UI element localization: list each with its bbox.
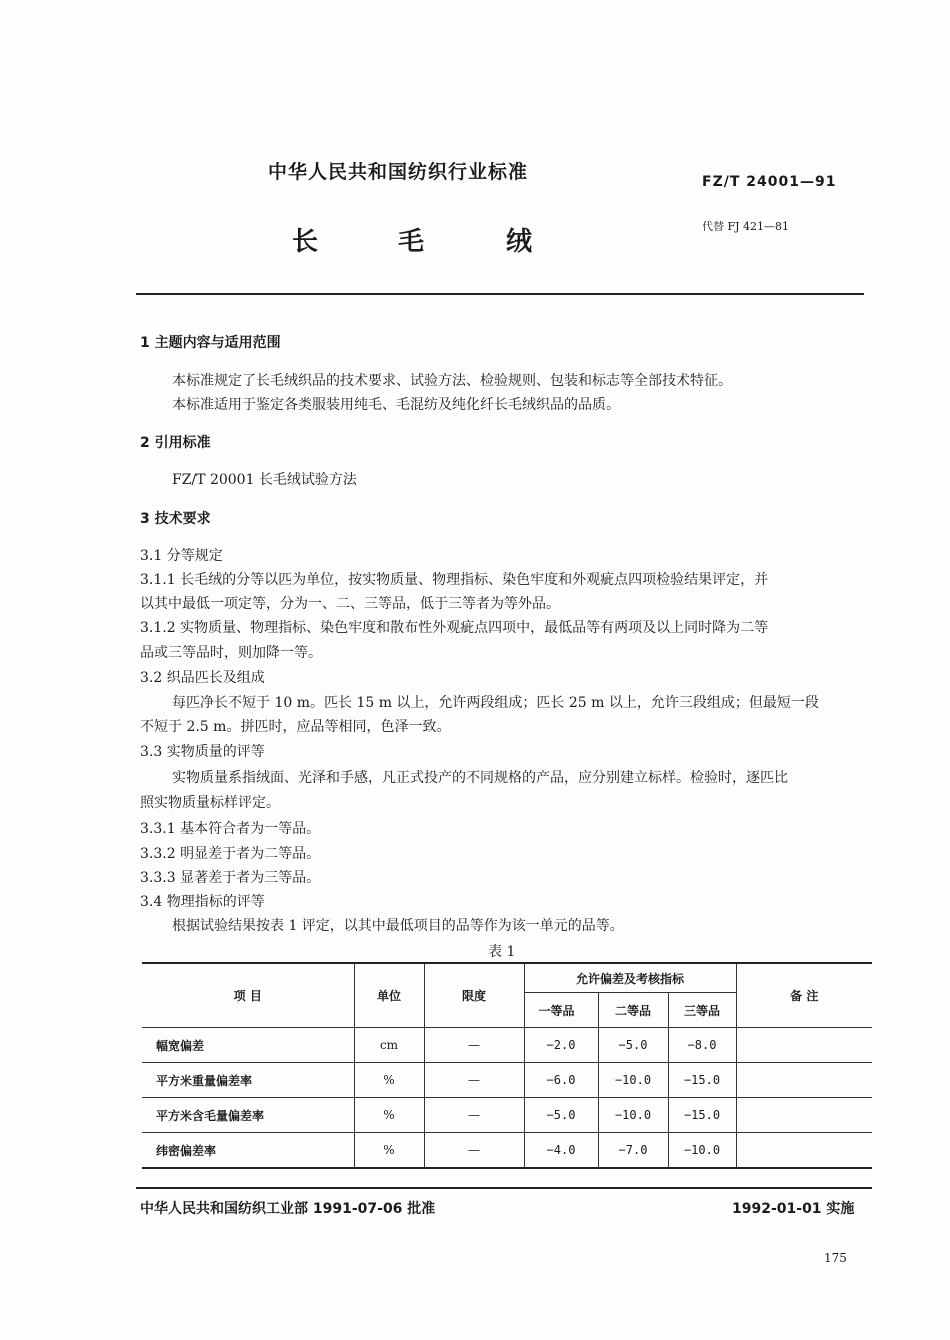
clause-3-3-line-1: 实物质量系指绒面、光泽和手感，凡正式投产的不同规格的产品，应分别建立标样。检验时，逐匹比 xyxy=(172,770,788,786)
row-remark xyxy=(736,1098,872,1133)
clause-3-2-line-2: 不短于 2.5 m。拼匹时，应品等相同，色泽一致。 xyxy=(140,719,451,735)
clause-3-3-3: 3.3.3 显著差于者为三等品。 xyxy=(140,870,321,886)
row-grade-2: −7.0 xyxy=(598,1133,668,1169)
section-2-reference: FZ/T 20001 长毛绒试验方法 xyxy=(172,472,357,488)
row-unit: % xyxy=(354,1098,424,1133)
header-group: 允许偏差及考核指标 xyxy=(524,963,736,993)
clause-3-1-2-line-2: 品或三等品时，则加降一等。 xyxy=(140,645,322,661)
header-grade-2: 二等品 xyxy=(598,993,668,1028)
row-item: 纬密偏差率 xyxy=(142,1133,354,1169)
doc-title-char-2: 毛 xyxy=(398,227,425,257)
clause-3-2-line-1: 每匹净长不短于 10 m。匹长 15 m 以上，允许两段组成；匹长 25 m 以上，允许三段组成；但最短一段 xyxy=(172,695,819,711)
row-grade-1: −6.0 xyxy=(524,1063,598,1098)
header-unit: 单位 xyxy=(354,963,424,1028)
section-1-heading: 1 主题内容与适用范围 xyxy=(140,335,281,351)
effective-date: 1992-01-01 实施 xyxy=(732,1201,855,1217)
physical-index-table xyxy=(142,962,872,1169)
clause-3-1-1-line-2: 以其中最低一项定等，分为一、二、三等品，低于三等者为等外品。 xyxy=(140,596,560,612)
header-limit: 限度 xyxy=(424,963,524,1028)
row-remark xyxy=(736,1063,872,1098)
table-caption: 表 1 xyxy=(488,944,516,960)
row-grade-3: −10.0 xyxy=(668,1133,736,1169)
row-grade-3: −15.0 xyxy=(668,1063,736,1098)
section-1-paragraph-1: 本标准规定了长毛绒织品的技术要求、试验方法、检验规则、包装和标志等全部技术特征。 xyxy=(172,373,732,389)
row-item: 幅宽偏差 xyxy=(142,1028,354,1063)
clause-3-1-1-line-1: 3.1.1 长毛绒的分等以匹为单位，按实物质量、物理指标、染色牢度和外观疵点四项检验结果评定，并 xyxy=(140,572,769,588)
table-header-row xyxy=(142,963,872,993)
row-grade-2: −5.0 xyxy=(598,1028,668,1063)
table-row xyxy=(142,1133,872,1169)
clause-3-3-2: 3.3.2 明显差于者为二等品。 xyxy=(140,846,321,862)
clause-3-4-line-1: 根据试验结果按表 1 评定，以其中最低项目的品等作为该一单元的品等。 xyxy=(172,918,624,934)
row-limit: — xyxy=(424,1133,524,1169)
footer-rule xyxy=(136,1187,872,1189)
header-remark: 备 注 xyxy=(736,963,872,1028)
row-grade-3: −8.0 xyxy=(668,1028,736,1063)
row-remark xyxy=(736,1133,872,1169)
clause-3-3-line-2: 照实物质量标样评定。 xyxy=(140,795,280,811)
section-1-paragraph-2: 本标准适用于鉴定各类服装用纯毛、毛混纺及纯化纤长毛绒织品的品质。 xyxy=(172,397,620,413)
clause-3-1-2-line-1: 3.1.2 实物质量、物理指标、染色牢度和散布性外观疵点四项中，最低品等有两项及以上同时降为二等 xyxy=(140,620,769,636)
doc-title-char-1: 长 xyxy=(292,227,319,257)
standard-code: FZ/T 24001—91 xyxy=(702,174,837,190)
row-item: 平方米含毛量偏差率 xyxy=(142,1098,354,1133)
section-3-heading: 3 技术要求 xyxy=(140,511,211,527)
row-remark xyxy=(736,1028,872,1063)
page-number: 175 xyxy=(824,1251,847,1265)
table-row xyxy=(142,1028,872,1063)
table-row xyxy=(142,1063,872,1098)
header-rule xyxy=(136,293,864,295)
clause-3-1: 3.1 分等规定 xyxy=(140,548,223,564)
section-2-heading: 2 引用标准 xyxy=(140,435,211,451)
row-grade-2: −10.0 xyxy=(598,1063,668,1098)
header-item: 项 目 xyxy=(142,963,354,1028)
header-grade-1: 一等品 xyxy=(524,993,598,1028)
row-grade-1: −4.0 xyxy=(524,1133,598,1169)
row-grade-3: −15.0 xyxy=(668,1098,736,1133)
row-grade-1: −2.0 xyxy=(524,1028,598,1063)
row-grade-2: −10.0 xyxy=(598,1098,668,1133)
replaces-code: 代替 FJ 421—81 xyxy=(702,220,790,233)
table-row xyxy=(142,1098,872,1133)
row-limit: — xyxy=(424,1063,524,1098)
doc-title-char-3: 绒 xyxy=(506,227,533,257)
row-limit: — xyxy=(424,1098,524,1133)
row-grade-1: −5.0 xyxy=(524,1098,598,1133)
row-item: 平方米重量偏差率 xyxy=(142,1063,354,1098)
row-unit: cm xyxy=(354,1028,424,1063)
row-limit: — xyxy=(424,1028,524,1063)
clause-3-2: 3.2 织品匹长及组成 xyxy=(140,670,265,686)
org-title: 中华人民共和国纺织行业标准 xyxy=(268,161,529,183)
clause-3-3: 3.3 实物质量的评等 xyxy=(140,744,265,760)
header-grade-3: 三等品 xyxy=(668,993,736,1028)
clause-3-3-1: 3.3.1 基本符合者为一等品。 xyxy=(140,821,321,837)
row-unit: % xyxy=(354,1133,424,1169)
approval-line: 中华人民共和国纺织工业部 1991-07-06 批准 xyxy=(140,1201,436,1217)
clause-3-4: 3.4 物理指标的评等 xyxy=(140,894,265,910)
row-unit: % xyxy=(354,1063,424,1098)
